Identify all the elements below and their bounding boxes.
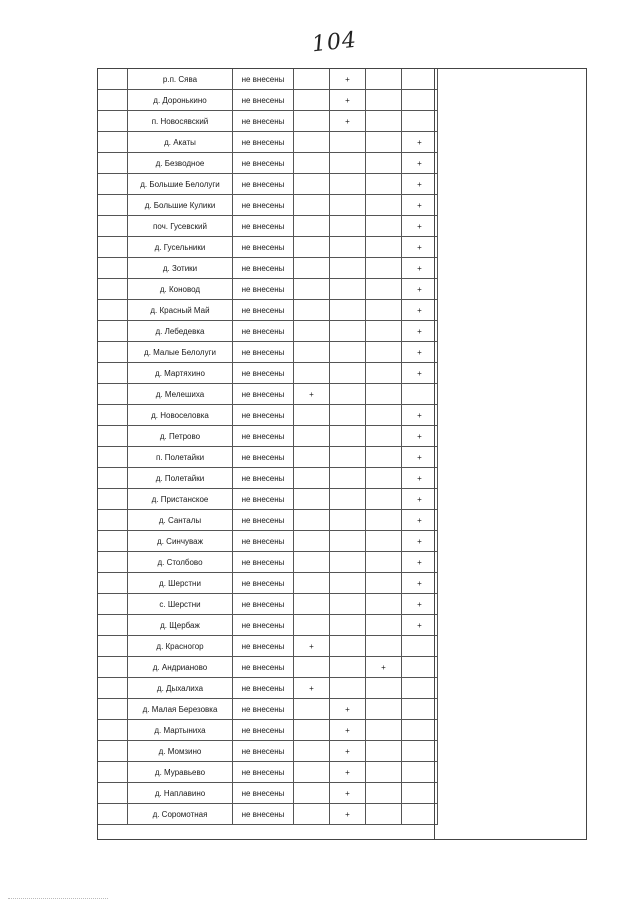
table-row [98,111,438,132]
row-index-cell [98,174,128,195]
mark-cell-2 [330,447,366,468]
settlement-name-cell: д. Момзино [128,741,233,762]
status-cell: не внесены [233,321,294,342]
status-cell: не внесены [233,300,294,321]
mark-cell-2: + [330,69,366,90]
table-body [98,69,438,825]
mark-cell-3 [366,615,402,636]
settlement-name-cell: д. Наплавино [128,783,233,804]
row-index-cell [98,216,128,237]
mark-cell-4: + [402,594,438,615]
mark-cell-3 [366,69,402,90]
mark-cell-3 [366,594,402,615]
mark-cell-2 [330,615,366,636]
mark-cell-4 [402,69,438,90]
status-cell: не внесены [233,153,294,174]
table-row [98,804,438,825]
table-row [98,573,438,594]
mark-cell-3 [366,384,402,405]
table-row [98,531,438,552]
row-index-cell [98,489,128,510]
status-cell: не внесены [233,678,294,699]
settlement-name-cell: д. Мартяхино [128,363,233,384]
mark-cell-1 [294,153,330,174]
table-row [98,384,438,405]
status-cell: не внесены [233,384,294,405]
mark-cell-4: + [402,552,438,573]
mark-cell-3 [366,174,402,195]
status-cell: не внесены [233,195,294,216]
mark-cell-1 [294,405,330,426]
mark-cell-1 [294,531,330,552]
status-cell: не внесены [233,573,294,594]
mark-cell-1 [294,426,330,447]
row-index-cell [98,657,128,678]
mark-cell-3 [366,342,402,363]
settlement-name-cell: д. Большие Кулики [128,195,233,216]
settlement-name-cell: д. Дыхалиха [128,678,233,699]
mark-cell-1 [294,174,330,195]
mark-cell-3 [366,783,402,804]
settlement-name-cell: д. Мелешиха [128,384,233,405]
settlement-name-cell: с. Шерстни [128,594,233,615]
table-row [98,447,438,468]
settlement-name-cell: п. Полетайки [128,447,233,468]
mark-cell-1 [294,510,330,531]
settlement-name-cell: д. Малая Березовка [128,699,233,720]
mark-cell-3 [366,510,402,531]
mark-cell-2: + [330,90,366,111]
mark-cell-4 [402,384,438,405]
mark-cell-3 [366,195,402,216]
status-cell: не внесены [233,447,294,468]
mark-cell-2 [330,384,366,405]
table-row [98,90,438,111]
mark-cell-2: + [330,699,366,720]
mark-cell-2 [330,657,366,678]
table-row [98,69,438,90]
mark-cell-3 [366,741,402,762]
mark-cell-4 [402,699,438,720]
settlement-name-cell: д. Санталы [128,510,233,531]
mark-cell-2 [330,258,366,279]
status-cell: не внесены [233,699,294,720]
row-index-cell [98,510,128,531]
row-index-cell [98,678,128,699]
row-index-cell [98,279,128,300]
mark-cell-2: + [330,720,366,741]
status-cell: не внесены [233,720,294,741]
mark-cell-2 [330,132,366,153]
mark-cell-3 [366,111,402,132]
settlement-name-cell: д. Красногор [128,636,233,657]
settlement-name-cell: д. Зотики [128,258,233,279]
table-row [98,552,438,573]
mark-cell-1 [294,279,330,300]
table-row [98,216,438,237]
table-row [98,342,438,363]
mark-cell-1 [294,132,330,153]
table-row [98,783,438,804]
mark-cell-4 [402,678,438,699]
mark-cell-4: + [402,489,438,510]
mark-cell-4 [402,783,438,804]
mark-cell-2 [330,573,366,594]
mark-cell-2 [330,531,366,552]
status-cell: не внесены [233,804,294,825]
status-cell: не внесены [233,552,294,573]
mark-cell-3 [366,447,402,468]
mark-cell-4 [402,741,438,762]
mark-cell-2: + [330,783,366,804]
mark-cell-3 [366,153,402,174]
mark-cell-2: + [330,111,366,132]
mark-cell-4: + [402,258,438,279]
mark-cell-4 [402,762,438,783]
mark-cell-1 [294,594,330,615]
mark-cell-4: + [402,174,438,195]
mark-cell-3 [366,762,402,783]
status-cell: не внесены [233,468,294,489]
table-row [98,657,438,678]
row-index-cell [98,594,128,615]
status-cell: не внесены [233,132,294,153]
mark-cell-2 [330,405,366,426]
row-index-cell [98,132,128,153]
mark-cell-4: + [402,153,438,174]
settlement-name-cell: д. Лебедевка [128,321,233,342]
row-index-cell [98,90,128,111]
row-index-cell [98,405,128,426]
mark-cell-1 [294,321,330,342]
settlements-grid [98,69,438,825]
row-index-cell [98,384,128,405]
mark-cell-1 [294,552,330,573]
table-row [98,195,438,216]
mark-cell-1 [294,573,330,594]
mark-cell-3 [366,636,402,657]
status-cell: не внесены [233,216,294,237]
row-index-cell [98,762,128,783]
row-index-cell [98,447,128,468]
mark-cell-3: + [366,657,402,678]
mark-cell-3 [366,552,402,573]
settlement-name-cell: д. Столбово [128,552,233,573]
settlement-name-cell: поч. Гусевский [128,216,233,237]
mark-cell-3 [366,468,402,489]
row-index-cell [98,573,128,594]
mark-cell-3 [366,237,402,258]
mark-cell-2 [330,174,366,195]
table-row [98,321,438,342]
mark-cell-1 [294,720,330,741]
mark-cell-4: + [402,531,438,552]
table-row [98,174,438,195]
table-row [98,636,438,657]
settlement-name-cell: д. Щербаж [128,615,233,636]
mark-cell-2 [330,216,366,237]
mark-cell-4 [402,90,438,111]
mark-cell-2: + [330,762,366,783]
mark-cell-1 [294,783,330,804]
row-index-cell [98,111,128,132]
mark-cell-4 [402,111,438,132]
row-index-cell [98,342,128,363]
status-cell: не внесены [233,111,294,132]
row-index-cell [98,195,128,216]
mark-cell-2: + [330,741,366,762]
status-cell: не внесены [233,489,294,510]
mark-cell-4 [402,636,438,657]
mark-cell-1 [294,447,330,468]
page-number: 104 [310,27,359,58]
mark-cell-2 [330,468,366,489]
row-index-cell [98,69,128,90]
settlement-name-cell: д. Малые Белолуги [128,342,233,363]
status-cell: не внесены [233,69,294,90]
status-cell: не внесены [233,426,294,447]
settlement-name-cell: д. Безводное [128,153,233,174]
mark-cell-1 [294,111,330,132]
mark-cell-4: + [402,405,438,426]
mark-cell-1 [294,615,330,636]
mark-cell-1 [294,237,330,258]
mark-cell-2 [330,300,366,321]
row-index-cell [98,531,128,552]
mark-cell-2 [330,636,366,657]
mark-cell-4: + [402,216,438,237]
settlement-name-cell: д. Большие Белолуги [128,174,233,195]
mark-cell-4: + [402,468,438,489]
table-row [98,153,438,174]
status-cell: не внесены [233,342,294,363]
mark-cell-1 [294,69,330,90]
mark-cell-3 [366,804,402,825]
mark-cell-2 [330,195,366,216]
mark-cell-4: + [402,573,438,594]
mark-cell-1 [294,363,330,384]
status-cell: не внесены [233,657,294,678]
mark-cell-4: + [402,300,438,321]
row-index-cell [98,363,128,384]
settlement-name-cell: д. Новоселовка [128,405,233,426]
row-index-cell [98,552,128,573]
mark-cell-4: + [402,321,438,342]
mark-cell-3 [366,90,402,111]
table-row [98,300,438,321]
mark-cell-2 [330,342,366,363]
table-row [98,510,438,531]
table-row [98,468,438,489]
mark-cell-2 [330,153,366,174]
status-cell: не внесены [233,783,294,804]
status-cell: не внесены [233,174,294,195]
row-index-cell [98,258,128,279]
table-row [98,279,438,300]
table-row [98,405,438,426]
settlement-name-cell: д. Гусельники [128,237,233,258]
table-row [98,489,438,510]
status-cell: не внесены [233,405,294,426]
mark-cell-1: + [294,636,330,657]
mark-cell-2 [330,237,366,258]
table-row [98,699,438,720]
mark-cell-2 [330,552,366,573]
mark-cell-4: + [402,447,438,468]
mark-cell-4: + [402,237,438,258]
mark-cell-3 [366,426,402,447]
settlement-name-cell: д. Петрово [128,426,233,447]
mark-cell-2 [330,594,366,615]
row-index-cell [98,468,128,489]
row-index-cell [98,426,128,447]
table-row [98,594,438,615]
row-index-cell [98,699,128,720]
settlement-name-cell: д. Красный Май [128,300,233,321]
right-column-divider [434,69,435,839]
mark-cell-4: + [402,132,438,153]
row-index-cell [98,615,128,636]
mark-cell-4 [402,804,438,825]
mark-cell-4 [402,657,438,678]
mark-cell-1 [294,489,330,510]
mark-cell-2 [330,321,366,342]
row-index-cell [98,720,128,741]
settlement-name-cell: д. Акаты [128,132,233,153]
mark-cell-2 [330,510,366,531]
status-cell: не внесены [233,531,294,552]
mark-cell-3 [366,531,402,552]
mark-cell-1 [294,804,330,825]
table-row [98,741,438,762]
table-row [98,720,438,741]
mark-cell-2 [330,363,366,384]
mark-cell-1 [294,258,330,279]
settlement-name-cell: д. Андрианово [128,657,233,678]
mark-cell-1: + [294,678,330,699]
settlement-name-cell: п. Новосявский [128,111,233,132]
row-index-cell [98,741,128,762]
table-row [98,762,438,783]
settlement-name-cell: д. Доронькино [128,90,233,111]
settlement-name-cell: д. Полетайки [128,468,233,489]
settlement-name-cell: д. Муравьево [128,762,233,783]
table-row [98,678,438,699]
settlement-name-cell: д. Шерстни [128,573,233,594]
mark-cell-2 [330,678,366,699]
settlement-name-cell: д. Мартыниха [128,720,233,741]
mark-cell-3 [366,678,402,699]
mark-cell-2 [330,426,366,447]
mark-cell-4: + [402,279,438,300]
mark-cell-1 [294,468,330,489]
mark-cell-2 [330,279,366,300]
status-cell: не внесены [233,363,294,384]
row-index-cell [98,804,128,825]
table-row [98,258,438,279]
status-cell: не внесены [233,279,294,300]
status-cell: не внесены [233,237,294,258]
table-row [98,615,438,636]
mark-cell-2: + [330,804,366,825]
mark-cell-1 [294,90,330,111]
mark-cell-3 [366,279,402,300]
mark-cell-3 [366,300,402,321]
mark-cell-3 [366,720,402,741]
mark-cell-1 [294,762,330,783]
mark-cell-1 [294,300,330,321]
row-index-cell [98,153,128,174]
scan-artifact [8,898,108,900]
mark-cell-4: + [402,510,438,531]
row-index-cell [98,237,128,258]
mark-cell-1 [294,342,330,363]
mark-cell-1 [294,657,330,678]
status-cell: не внесены [233,762,294,783]
status-cell: не внесены [233,258,294,279]
settlement-name-cell: д. Коновод [128,279,233,300]
mark-cell-1 [294,741,330,762]
settlement-name-cell: р.п. Сява [128,69,233,90]
mark-cell-3 [366,405,402,426]
row-index-cell [98,300,128,321]
table-row [98,363,438,384]
mark-cell-1 [294,216,330,237]
status-cell: не внесены [233,510,294,531]
settlements-table [97,68,587,840]
mark-cell-1: + [294,384,330,405]
mark-cell-4: + [402,342,438,363]
mark-cell-3 [366,132,402,153]
status-cell: не внесены [233,741,294,762]
settlement-name-cell: д. Синчуваж [128,531,233,552]
mark-cell-4: + [402,615,438,636]
row-index-cell [98,636,128,657]
status-cell: не внесены [233,90,294,111]
mark-cell-3 [366,573,402,594]
settlement-name-cell: д. Пристанское [128,489,233,510]
row-index-cell [98,321,128,342]
status-cell: не внесены [233,636,294,657]
mark-cell-4 [402,720,438,741]
mark-cell-3 [366,699,402,720]
status-cell: не внесены [233,594,294,615]
mark-cell-4: + [402,363,438,384]
row-index-cell [98,783,128,804]
mark-cell-3 [366,216,402,237]
mark-cell-4: + [402,195,438,216]
mark-cell-1 [294,699,330,720]
table-row [98,237,438,258]
mark-cell-1 [294,195,330,216]
table-row [98,132,438,153]
mark-cell-2 [330,489,366,510]
status-cell: не внесены [233,615,294,636]
table-row [98,426,438,447]
mark-cell-3 [366,489,402,510]
mark-cell-3 [366,321,402,342]
mark-cell-3 [366,258,402,279]
settlement-name-cell: д. Соромотная [128,804,233,825]
mark-cell-4: + [402,426,438,447]
mark-cell-3 [366,363,402,384]
